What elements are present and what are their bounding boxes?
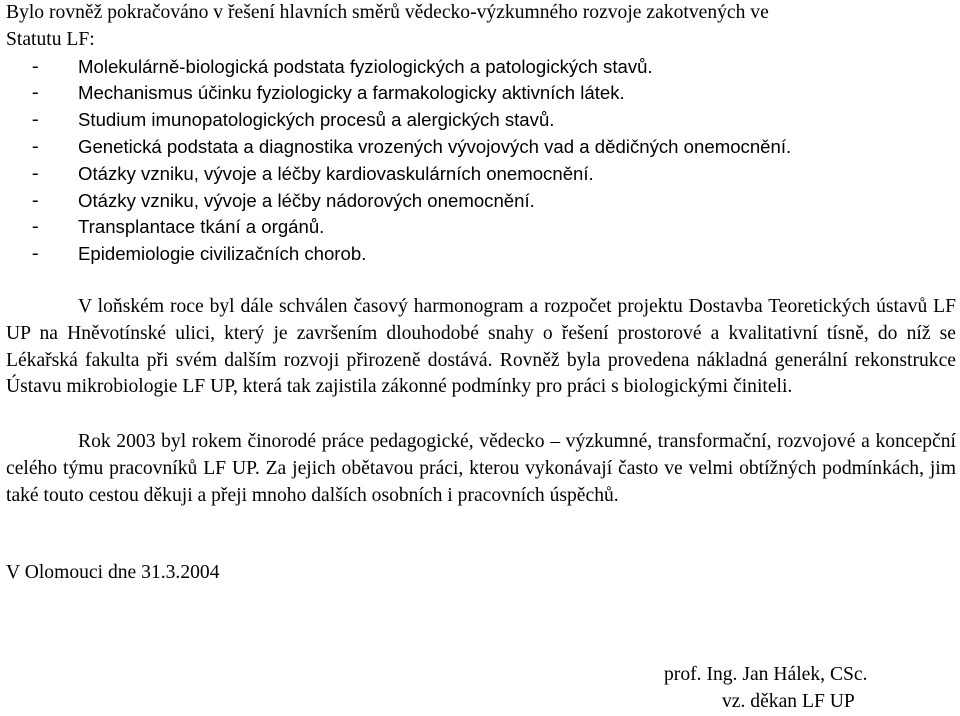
- list-dash: -: [32, 82, 39, 104]
- year-summary-paragraph: Rok 2003 byl rokem činorodé práce pedagogické, vědecko – výzkumné, transformační, rozvojové a koncepční celého týmu pracovníků LF UP. Za jejich obětavou práci, kterou vykonávají často ve velmi obtížných podmínkách, jim také touto cestou děkuji a přeji mnoho dalších osobních i pracovních úspěchů.: [6, 431, 956, 506]
- list-item: [6, 188, 956, 215]
- signatory-title: vz. děkan LF UP: [722, 690, 855, 712]
- list-dash: -: [32, 189, 39, 211]
- list-item-text: Transplantace tkání a orgánů.: [78, 216, 325, 238]
- signature-block: [664, 662, 868, 716]
- list-dash: -: [32, 109, 39, 131]
- list-item-text: Otázky vzniku, vývoje a léčby nádorových onemocnění.: [78, 189, 535, 211]
- paragraph-gap: [6, 268, 956, 294]
- list-item: [6, 80, 956, 107]
- list-item-text: Mechanismus účinku fyziologicky a farmakologicky aktivních látek.: [78, 82, 625, 104]
- building-project-paragraph: V loňském roce byl dále schválen časový harmonogram a rozpočet projektu Dostavba Teoretických ústavů LF UP na Hněvotínské ulici, který je završením dlouhodobé snahy o řešení prostorové a kvalitativní tísně, do níž se Lékařská fakulta při svém dalším rozvoji přirozeně dostává. Rovněž byla provedena nákladná generální rekonstrukce Ústavu mikrobiologie LF UP, která tak zajistila zákonné podmínky pro práci s biologickými činiteli.: [6, 295, 956, 398]
- list-item: [6, 161, 956, 188]
- list-item: [6, 134, 956, 161]
- list-item: [6, 54, 956, 81]
- list-item-text: Molekulárně-biologická podstata fyziologických a patologických stavů.: [78, 55, 653, 77]
- list-item-text: Epidemiologie civilizačních chorob.: [78, 243, 367, 265]
- list-dash: -: [32, 216, 39, 238]
- paragraph-gap: [6, 510, 956, 560]
- place-date: V Olomouci dne 31.3.2004: [6, 561, 220, 583]
- list-item: [6, 214, 956, 241]
- list-item-text: Studium imunopatologických procesů a alergických stavů.: [78, 109, 555, 131]
- intro-paragraph: [6, 0, 956, 54]
- list-item: [6, 107, 956, 134]
- list-dash: -: [32, 55, 39, 77]
- list-dash: -: [32, 162, 39, 184]
- list-dash: -: [32, 243, 39, 265]
- research-directions-list: [6, 54, 956, 268]
- list-dash: -: [32, 135, 39, 157]
- intro-line-1: Bylo rovněž pokračováno v řešení hlavních směrů vědecko-výzkumného rozvoje zakotvených ve: [6, 2, 769, 23]
- signatory-name: prof. Ing. Jan Hálek, CSc.: [664, 664, 868, 685]
- paragraph-gap: [6, 401, 956, 429]
- intro-line-2: Statutu LF:: [6, 28, 95, 50]
- document-page: [6, 0, 956, 586]
- list-item-text: Otázky vzniku, vývoje a léčby kardiovaskulárních onemocnění.: [78, 162, 594, 184]
- list-item-text: Genetická podstata a diagnostika vrozených vývojových vad a dědičných onemocnění.: [78, 135, 792, 157]
- list-item: [6, 241, 956, 268]
